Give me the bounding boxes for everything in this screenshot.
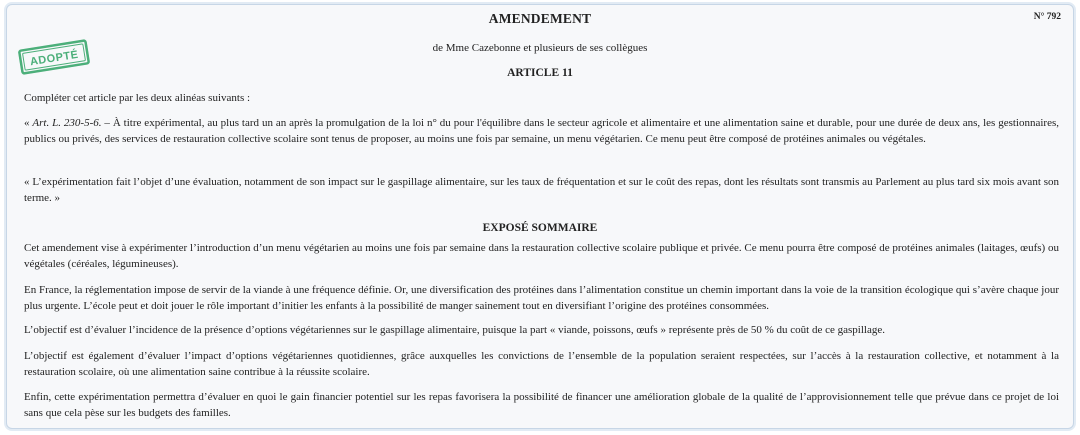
amendment-paragraph-1-text: – À titre expérimental, au plus tard un an après la promulgation de la loi n° du pour l'équilibre dans le secteur agricole et alimentaire et une alimentation saine et durable, pour une durée de deux ans, les gestionnaires, publics ou privés, des services de restauration collective scolaire sont tenus de proposer, au moins une fois par semaine, un menu végétarien. Ce menu peut être composé de protéines animales ou végétales. (24, 117, 1060, 145)
article-heading: ARTICLE 11 (507, 67, 573, 79)
amendment-paragraph-2: « L’expérimentation fait l’objet d’une évaluation, notamment de son impact sur le gaspillage alimentaire, sur les taux de fréquentation et sur le coût des repas, dont les résultats sont transmis au Parlement au plus tard six mois avant son terme. » (24, 176, 1059, 204)
expose-title: EXPOSÉ SOMMAIRE (482, 222, 598, 234)
amendment-number: N° 792 (1033, 12, 1061, 22)
stamp-text: ADOPTÉ (29, 48, 80, 69)
article-reference: Art. L. 230-5-6. (32, 117, 102, 129)
document-title: AMENDEMENT (488, 11, 592, 26)
quote-open: « (24, 117, 33, 129)
expose-paragraph-3: L’objectif est d’évaluer l’incidence de la présence d’options végétariennes sur le gaspillage alimentaire, puisque la part « viande, poissons, œufs » représente près de 50 % du coût de ce gaspillage. (24, 324, 885, 336)
expose-paragraph-4: L’objectif est également d’évaluer l’impact d’options végétariennes quotidiennes, grâce auxquelles les convictions de l’ensemble de la population seraient respectées, sur l’accès à la restauration collective, et notamment à la restauration scolaire, où une alimentation saine contribue à la réussite scolaire. (24, 350, 1059, 378)
author-line: de Mme Cazebonne et plusieurs de ses collègues (432, 42, 648, 54)
intro-paragraph: Compléter cet article par les deux alinéas suivants : (24, 92, 251, 104)
amendment-paragraph-1 (24, 116, 1059, 147)
expose-paragraph-2: En France, la réglementation impose de servir de la viande à une fréquence définie. Or, une diversification des protéines dans l’alimentation constitue un chemin important dans la voie de la transition écologique qui s’avère chaque jour plus urgente. L’école peut et doit jouer le rôle important d’initier les enfants à la possibilité de manger sainement tout en diversifiant l’origine des protéines consommées. (24, 284, 1059, 312)
expose-paragraph-1: Cet amendement vise à expérimenter l’introduction d’un menu végétarien au moins une fois par semaine dans la restauration collective scolaire publique et privée. Ce menu pourra être composé de protéines animales (laitages, œufs) ou végétales (céréales, légumineuses). (24, 242, 1059, 270)
amendment-document (6, 4, 1074, 429)
expose-paragraph-5: Enfin, cette expérimentation permettra d’évaluer en quoi le gain financier potentiel sur les repas favorisera la possibilité de financer une amélioration globale de la qualité de l’approvisionnement telle que prévue dans ce projet de loi sans que cela pèse sur les budgets des familles. (24, 391, 1059, 419)
